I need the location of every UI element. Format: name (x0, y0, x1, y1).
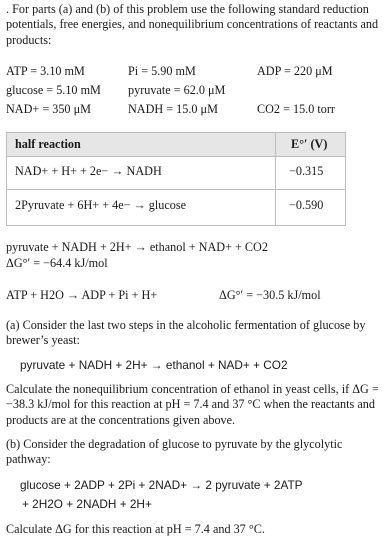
table-column-divider (275, 133, 276, 225)
table-row-divider (7, 189, 345, 190)
conc-atp: ATP = 3.10 mM (6, 64, 85, 78)
reaction-1-equation: pyruvate + NADH + 2H+ → ethanol + NAD+ + CO2 (6, 240, 268, 254)
reaction-2-free-energy: ΔG°′ = −30.5 kJ/mol (219, 288, 321, 302)
reaction-2-equation: ATP + H2O → ADP + Pi + H+ (6, 288, 158, 302)
table-row-reaction: 2Pyruvate + 6H+ + 4e− → glucose (15, 198, 187, 212)
conc-pyruvate: pyruvate = 62.0 μM (128, 83, 226, 97)
col-half-reaction: half reaction (15, 137, 81, 151)
table-row-reaction: NAD+ + H+ + 2e− → NADH (15, 164, 162, 178)
part-a-question: Calculate the nonequilibrium concentration of ethanol in yeast cells, if ΔG = −38.3 kJ/mol for this reaction at pH = 7.4 and 37 °C when the reactants and products are at the concentrations given above. (6, 382, 379, 427)
part-b-equation-line-2: + 2H2O + 2NADH + 2H+ (22, 497, 152, 511)
part-b-question: Calculate ΔG for this reaction at pH = 7.4 and 37 °C. (6, 522, 265, 536)
intro-paragraph (6, 2, 380, 48)
conc-glucose: glucose = 5.10 mM (6, 83, 101, 97)
part-b-equation-line-1: glucose + 2ADP + 2Pi + 2NAD+ → 2 pyruvate + 2ATP (20, 478, 303, 492)
part-b-intro: (b) Consider the degradation of glucose to pyruvate by the glycolytic pathway: (6, 437, 343, 467)
conc-nadh: NADH = 15.0 μM (128, 102, 218, 116)
table-row-potential: −0.315 (289, 164, 324, 178)
conc-adp: ADP = 220 μM (257, 64, 333, 78)
part-a-equation: pyruvate + NADH + 2H+ → ethanol + NAD+ + CO2 (20, 358, 288, 372)
conc-pi: Pi = 5.90 mM (128, 64, 196, 78)
conc-co2: CO2 = 15.0 torr (257, 102, 335, 116)
intro-text: For parts (a) and (b) of this problem use the following standard reduction potentials, free energies, and nonequilibrium concentrations of reactants and products: (6, 2, 379, 47)
conc-nad: NAD+ = 350 μM (6, 102, 91, 116)
intro-marker: . (6, 2, 10, 16)
part-a-intro: (a) Consider the last two steps in the alcoholic fermentation of glucose by brewer’s yeast: (6, 318, 366, 348)
col-potential: E°′ (V) (291, 137, 328, 151)
reduction-potential-table (6, 132, 346, 226)
reaction-1-free-energy: ΔG°′ = −64.4 kJ/mol (6, 256, 108, 270)
table-row-potential: −0.590 (289, 198, 324, 212)
